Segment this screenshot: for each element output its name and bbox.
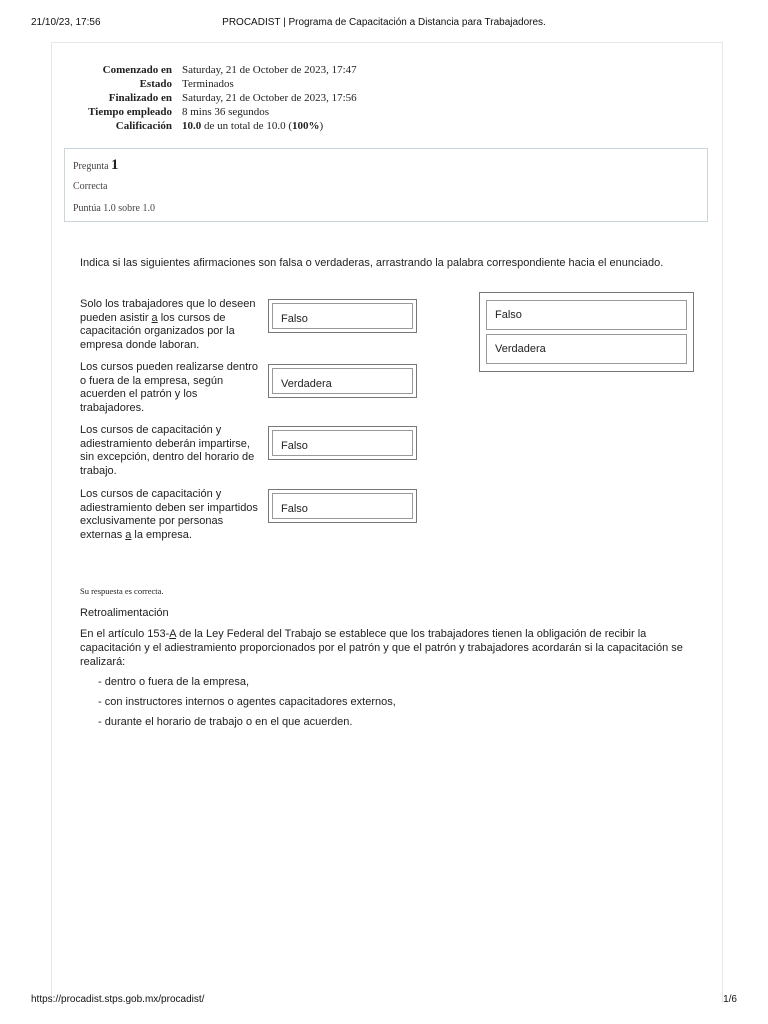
grade-end: ) [319,120,324,132]
choice-verdadera[interactable]: Verdadera [486,334,687,364]
statement-1: Solo los trabajadores que lo deseen pueden asistir a los cursos de capacitación organizados por la empresa donde laboran. [80,298,256,351]
drop-zone-3[interactable] [268,426,417,460]
statement-3: Los cursos de capacitación y adiestramiento deberán impartirse, sin excepción, dentro del horario de trabajo. [80,424,255,477]
question-text: Indica si las siguientes afirmaciones son falsa o verdaderas, arrastrando la palabra correspondiente hacia el enunciado. [80,257,664,269]
feedback-bullet-3: - durante el horario de trabajo o en el que acuerden. [98,716,353,728]
time-label: Tiempo empleado [88,106,172,118]
started-value: Saturday, 21 de October de 2023, 17:47 [182,64,357,76]
question-info-box [64,148,708,222]
drop-zone-4[interactable] [268,489,417,523]
choice-bank [479,292,694,372]
summary-row-grade [66,119,466,133]
started-label: Comenzado en [102,64,172,76]
feedback-body: En el artículo 153-A de la Ley Federal del Trabajo se establece que los trabajadores tienen la obligación de recibir la capacitación y el adiestramiento proporcionados por el patrón y que el patrón y trabajadores acordarán si la capacitación se realizará: [80,628,683,668]
question-mark: Puntúa 1.0 sobre 1.0 [73,203,155,214]
state-value: Terminados [182,78,234,90]
drop-zone-1[interactable] [268,299,417,333]
statement-4: Los cursos de capacitación y adiestramiento deben ser impartidos exclusivamente por personas externas a la empresa. [80,488,258,541]
choice-falso[interactable]: Falso [486,300,687,330]
feedback-bullet-1: - dentro o fuera de la empresa, [98,676,250,688]
feedback-title: Retroalimentación [80,607,169,619]
time-value: 8 mins 36 segundos [182,106,270,118]
grade-value [182,119,466,133]
question-number-value: 1 [111,157,119,173]
placed-answer-1[interactable]: Falso [272,303,413,329]
summary-row-time [66,105,466,119]
print-url: https://procadist.stps.gob.mx/procadist/ [31,994,205,1005]
print-page-title: PROCADIST | Programa de Capacitación a Distancia para Trabajadores. [222,17,546,28]
grade-mid: de un total de 10.0 ( [204,120,292,132]
print-page-number: 1/6 [723,994,737,1005]
grade-score: 10.0 [182,120,202,132]
placed-answer-4[interactable]: Falso [272,493,413,519]
summary-row-started [66,63,466,77]
question-state: Correcta [73,181,108,192]
grade-label: Calificación [115,120,172,132]
question-label: Pregunta [73,161,109,172]
print-datetime: 21/10/23, 17:56 [31,17,101,28]
state-label: Estado [139,78,172,90]
grade-percent: 100% [291,120,320,132]
placed-answer-2[interactable]: Verdadera [272,368,413,394]
summary-row-state [66,77,466,91]
finished-label: Finalizado en [108,92,172,104]
print-footer [31,994,737,1008]
attempt-summary [66,63,466,133]
statement-2: Los cursos pueden realizarse dentro o fuera de la empresa, según acuerden el patrón y los trabajadores. [80,361,258,414]
outcome-text: Su respuesta es correcta. [80,586,164,596]
feedback-bullet-2: - con instructores internos o agentes capacitadores externos, [98,696,396,708]
drop-zone-2[interactable] [268,364,417,398]
finished-value: Saturday, 21 de October de 2023, 17:56 [182,92,357,104]
summary-row-finished [66,91,466,105]
question-number [73,157,119,174]
print-header [31,17,737,33]
placed-answer-3[interactable]: Falso [272,430,413,456]
